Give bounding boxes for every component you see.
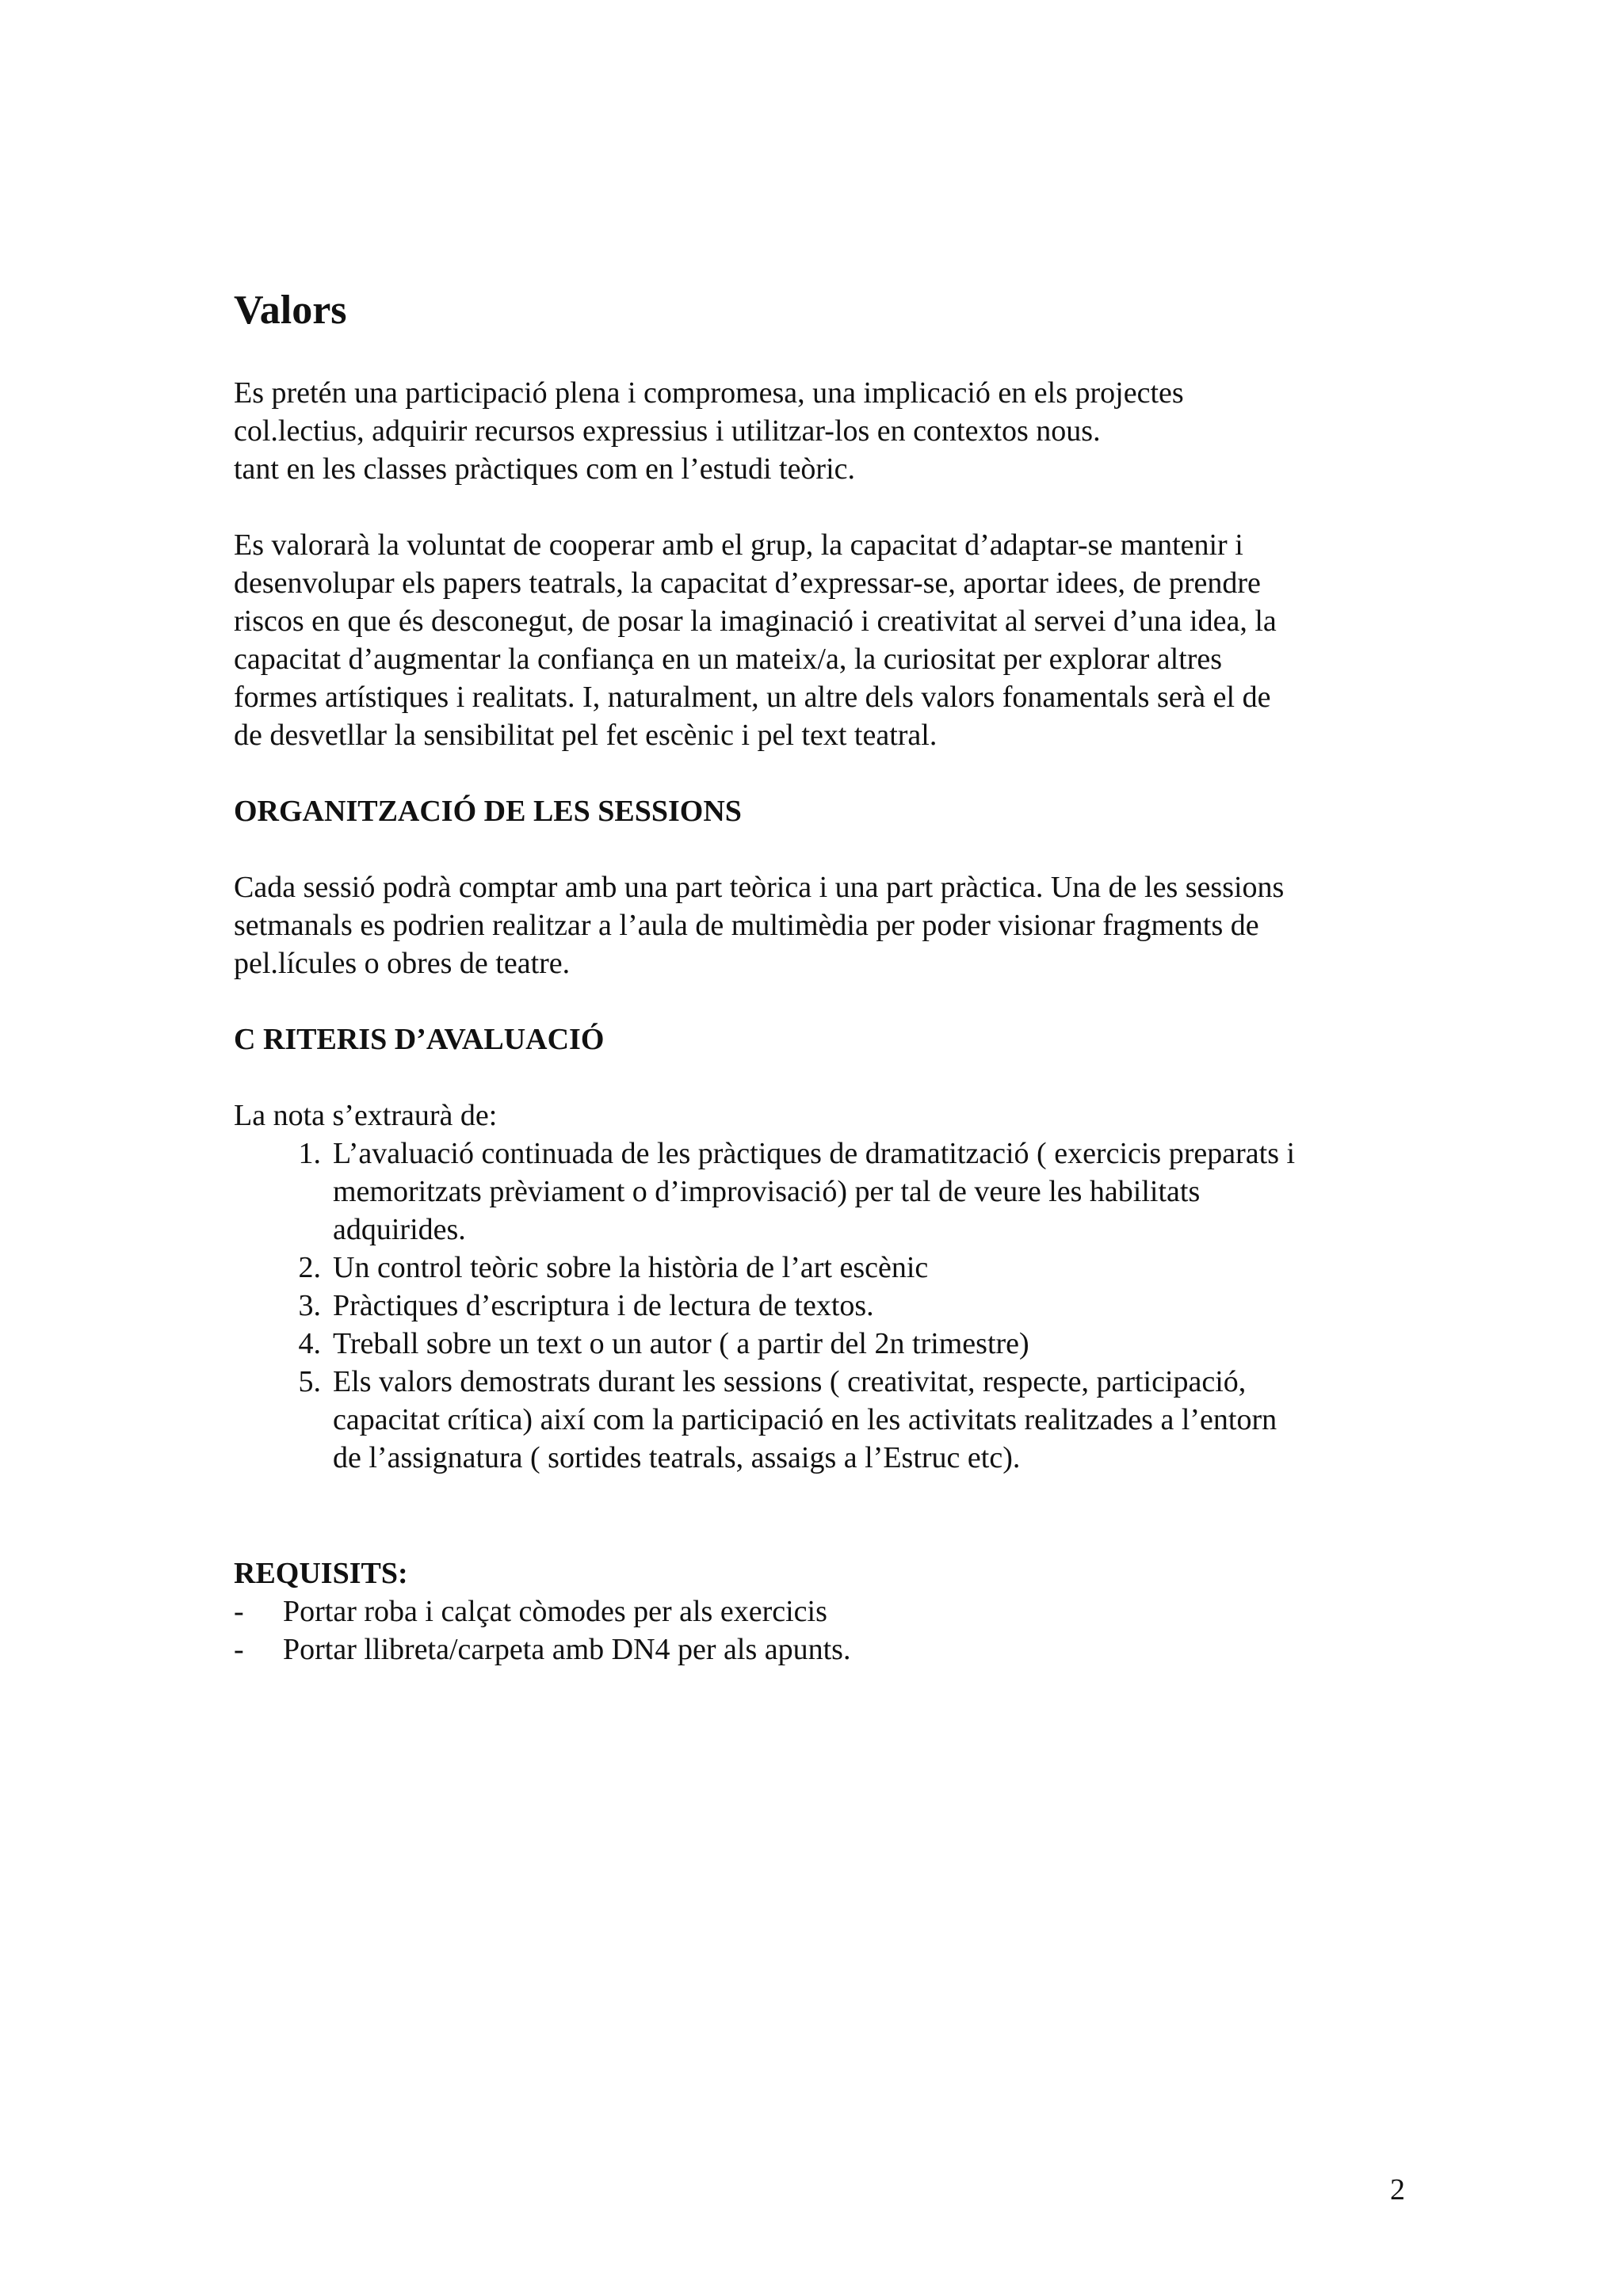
dash-bullet: - (234, 1633, 244, 1666)
heading-criteris: C RITERIS D’AVALUACIÓ (234, 1023, 605, 1056)
heading-organitzacio: ORGANITZACIÓ DE LES SESSIONS (234, 795, 742, 828)
text-line: Es valorarà la voluntat de cooperar amb el grup, la capacitat d’adaptar-se mantenir i (234, 528, 1243, 562)
list-number: 2. (298, 1251, 321, 1284)
text-line: pel.lícules o obres de teatre. (234, 947, 571, 980)
criteris-list (234, 1135, 1407, 1477)
text-line: Treball sobre un text o un autor ( a partir del 2n trimestre) (333, 1327, 1029, 1360)
list-item-text: Portar llibreta/carpeta amb DN4 per als apunts. (283, 1633, 851, 1666)
list-item-text: Portar roba i calçat còmodes per als exercicis (283, 1595, 827, 1628)
text-line: Es pretén una participació plena i compromesa, una implicació en els projectes (234, 376, 1184, 410)
text-line: Un control teòric sobre la història de l’art escènic (333, 1251, 929, 1284)
text-line: L’avaluació continuada de les pràctiques de dramatització ( exercicis preparats i (333, 1137, 1296, 1170)
list-item (234, 1363, 1407, 1477)
page-number: 2 (1390, 2173, 1405, 2206)
text-line: capacitat crítica) així com la participació en les activitats realitzades a l’entorn (333, 1403, 1277, 1436)
text-line: Cada sessió podrà comptar amb una part teòrica i una part pràctica. Una de les sessions (234, 871, 1285, 904)
list-item (234, 1325, 1407, 1363)
text-line: tant en les classes pràctiques com en l’estudi teòric. (234, 452, 856, 486)
list-item (234, 1287, 1407, 1325)
valors-paragraph-1 (234, 374, 1407, 488)
text-line: de desvetllar la sensibilitat pel fet escènic i pel text teatral. (234, 719, 938, 752)
text-line: capacitat d’augmentar la confiança en un mateix/a, la curiositat per explorar altres (234, 643, 1223, 676)
list-number: 4. (298, 1327, 321, 1360)
text-line: adquirides. (333, 1213, 466, 1246)
text-line: Els valors demostrats durant les sessions ( creativitat, respecte, participació, (333, 1365, 1247, 1398)
dash-bullet: - (234, 1595, 244, 1628)
text-line: setmanals es podrien realitzar a l’aula de multimèdia per poder visionar fragments de (234, 909, 1259, 942)
text-line: riscos en que és desconegut, de posar la imaginació i creativitat al servei d’una idea, la (234, 605, 1277, 638)
list-item (234, 1135, 1407, 1249)
valors-paragraph-2 (234, 526, 1407, 754)
requisits-list (234, 1592, 1407, 1669)
heading-requisits: REQUISITS: (234, 1557, 408, 1590)
list-number: 3. (298, 1289, 321, 1322)
text-line: Pràctiques d’escriptura i de lectura de textos. (333, 1289, 874, 1322)
text-line: formes artístiques i realitats. I, naturalment, un altre dels valors fonamentals serà el de (234, 681, 1271, 714)
document-page (234, 285, 1407, 1669)
text-line: col.lectius, adquirir recursos expressius i utilitzar-los en contextos nous. (234, 414, 1101, 448)
list-item (234, 1592, 1407, 1630)
criteris-intro: La nota s’extraurà de: (234, 1099, 498, 1132)
section-title-valors: Valors (234, 288, 347, 333)
organitzacio-paragraph (234, 868, 1407, 982)
list-number: 5. (298, 1365, 321, 1398)
text-line: memoritzats prèviament o d’improvisació) per tal de veure les habilitats (333, 1175, 1201, 1208)
text-line: de l’assignatura ( sortides teatrals, assaigs a l’Estruc etc). (333, 1441, 1021, 1474)
list-item (234, 1249, 1407, 1287)
list-number: 1. (298, 1137, 321, 1170)
list-item (234, 1630, 1407, 1669)
text-line: desenvolupar els papers teatrals, la capacitat d’expressar-se, aportar idees, de prendre (234, 566, 1261, 600)
